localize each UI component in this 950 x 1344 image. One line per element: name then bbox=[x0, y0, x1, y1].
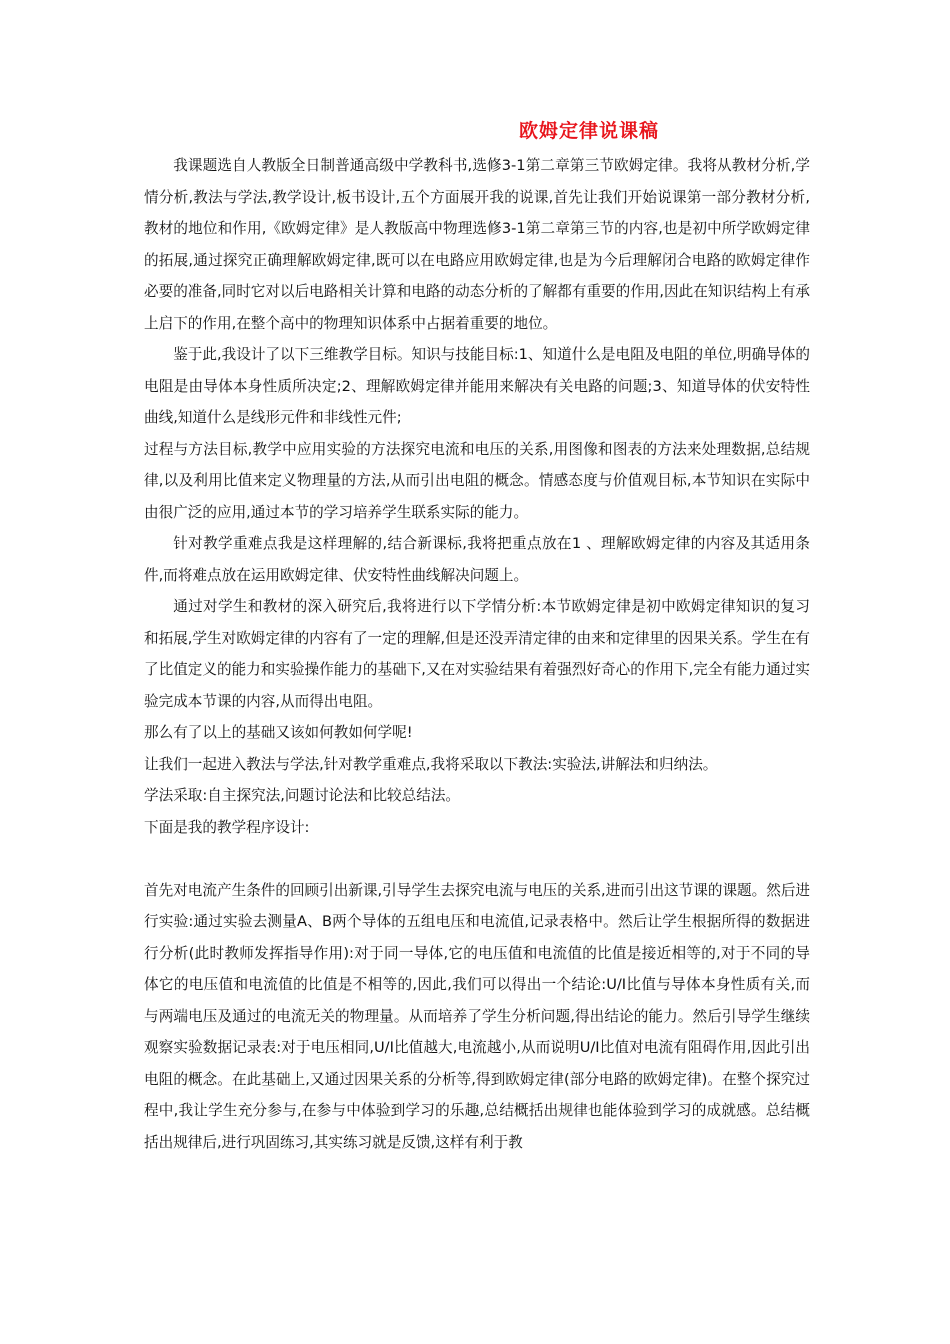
paragraph-teaching-methods: 让我们一起进入教法与学法,针对教学重难点,我将采取以下教法:实验法,讲解法和归纳法。 bbox=[144, 755, 718, 773]
document-body bbox=[144, 150, 810, 1158]
paragraph-procedure: 首先对电流产生条件的回顾引出新课,引导学生去探究电流与电压的关系,进而引出这节课的课题。然后进行实验:通过实验去测量A、B两个导体的五组电压和电流值,记录表格中。然后让学生根据所得的数据进行分析(此时教师发挥指导作用):对于同一导体,它的电压值和电流值的比值是接近相等的,对于不同的导体它的电压值和电流值的比值是不相等的,因此,我们可以得出一个结论:U/I比值与导体本身性质有关,而与两端电压及通过的电流无关的物理量。从而培养了学生分析问题,得出结论的能力。然后引导学生继续观察实验数据记录表:对于电压相同,U/I比值越大,电流越小,从而说明U/I比值对电流有阻碍作用,因此引出电阻的概念。在此基础上,又通过因果关系的分析等,得到欧姆定律(部分电路的欧姆定律)。在整个探究过程中,我让学生充分参与,在参与中体验到学习的乐趣,总结概括出规律也能体验到学习的成就感。总结概括出规律后,进行巩固练习,其实练习就是反馈,这样有利于教 bbox=[144, 881, 811, 1151]
paragraph-textbook-analysis: 我课题选自人教版全日制普通高级中学教科书,选修3-1第二章第三节欧姆定律。我将从教材分析,学情分析,教法与学法,教学设计,板书设计,五个方面展开我的说课,首先让我们开始说课第一部分教材分析,教材的地位和作用,《欧姆定律》是人教版高中物理选修3-1第二章第三节的内容,也是初中所学欧姆定律的拓展,通过探究正确理解欧姆定律,既可以在电路应用欧姆定律,也是为今后理解闭合电路的欧姆定律作必要的准备,同时它对以后电路相关计算和电路的动态分析的了解都有重要的作用,因此在知识结构上有承上启下的作用,在整个高中的物理知识体系中占据着重要的地位。 bbox=[144, 157, 811, 332]
paragraph-teaching-goals: 鉴于此,我设计了以下三维教学目标。知识与技能目标:1、知道什么是电阻及电阻的单位,明确导体的电阻是由导体本身性质所决定;2、理解欧姆定律并能用来解决有关电路的问题;3、知道导体的伏安特性曲线,知道什么是线形元件和非线性元件; bbox=[144, 346, 810, 426]
document-title: 欧姆定律说课稿 bbox=[518, 120, 659, 142]
paragraph-student-analysis: 通过对学生和教材的深入研究后,我将进行以下学情分析:本节欧姆定律是初中欧姆定律知识的复习和拓展,学生对欧姆定律的内容有了一定的理解,但是还没弄清定律的由来和定律里的因果关系。学生在有了比值定义的能力和实验操作能力的基础下,又在对实验结果有着强烈好奇心的作用下,完全有能力通过实验完成本节课的内容,从而得出电阻。 bbox=[144, 598, 811, 710]
paragraph-transition: 那么有了以上的基础又该如何教如何学呢! bbox=[144, 724, 413, 741]
paragraph-procedure-intro: 下面是我的教学程序设计: bbox=[144, 818, 310, 836]
blank-line bbox=[144, 843, 810, 875]
paragraph-learning-methods: 学法采取:自主探究法,问题讨论法和比较总结法。 bbox=[144, 787, 461, 804]
paragraph-key-points: 针对教学重难点我是这样理解的,结合新课标,我将把重点放在1 、理解欧姆定律的内容及其适用条件,而将难点放在运用欧姆定律、伏安特性曲线解决问题上。 bbox=[144, 535, 810, 584]
paragraph-process-goals: 过程与方法目标,教学中应用实验的方法探究电流和电压的关系,用图像和图表的方法来处理数据,总结规律,以及利用比值来定义物理量的方法,从而引出电阻的概念。情感态度与价值观目标,本节知识在实际中由很广泛的应用,通过本节的学习培养学生联系实际的能力。 bbox=[144, 440, 810, 521]
